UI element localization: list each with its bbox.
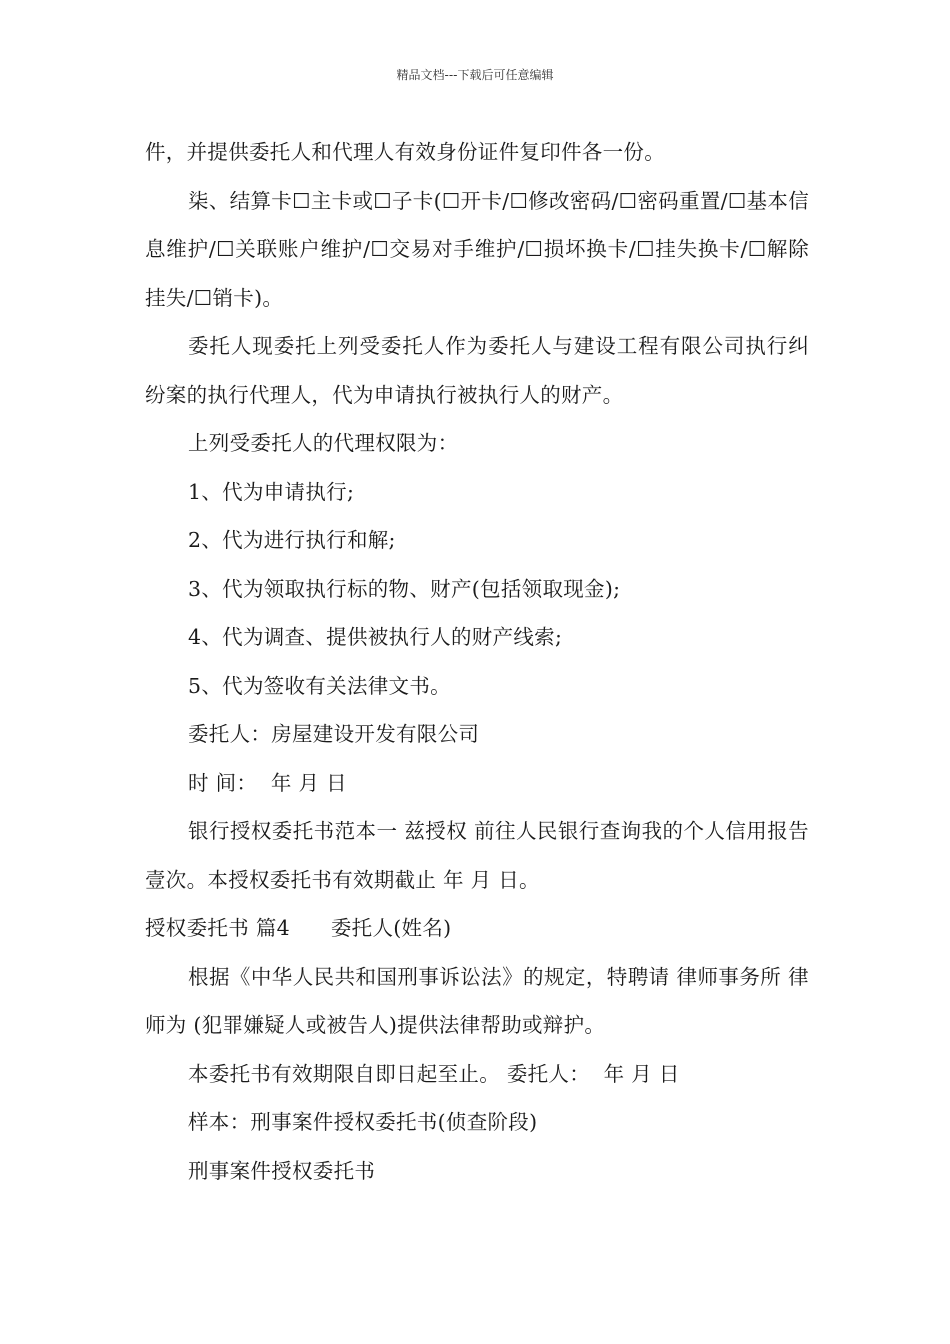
paragraph-13: 授权委托书 篇4 委托人(姓名)	[145, 916, 452, 940]
paragraph-7: 3、代为领取执行标的物、财产(包括领取现金);	[188, 576, 621, 601]
paragraph-12: 银行授权委托书范本一 兹授权 前往人民银行查询我的个人信用报告壹次。本授权委托书有效期截止 年 月 日。	[145, 819, 809, 892]
paragraph-4: 上列受委托人的代理权限为：	[188, 431, 459, 455]
page-header: 精品文档---下载后可任意编辑	[396, 68, 554, 82]
paragraph-5: 1、代为申请执行;	[188, 479, 355, 504]
paragraph-6: 2、代为进行执行和解;	[188, 528, 396, 552]
paragraph-17: 刑事案件授权委托书	[188, 1158, 376, 1183]
paragraph-8: 4、代为调查、提供被执行人的财产线索;	[188, 625, 563, 649]
paragraph-2: 柒、结算卡☐主卡或☐子卡(☐开卡/☐修改密码/☐密码重置/☐基本信息维护/☐关联账户维护/☐交易对手维护/☐损坏换卡/☐挂失换卡/☐解除挂失/☐销卡)。	[145, 188, 809, 310]
paragraph-11: 时 间： 年 月 日	[188, 770, 347, 795]
paragraph-10: 委托人：房屋建设开发有限公司	[188, 722, 480, 746]
paragraph-1: 件，并提供委托人和代理人有效身份证件复印件各一份。	[145, 140, 665, 164]
paragraph-9: 5、代为签收有关法律文书。	[188, 673, 451, 698]
paragraph-15: 本委托书有效期限自即日起至止。 委托人： 年 月 日	[188, 1061, 680, 1086]
paragraph-3: 委托人现委托上列受委托人作为委托人与建设工程有限公司执行纠纷案的执行代理人，代为申请执行被执行人的财产。	[145, 334, 809, 407]
document-body	[145, 128, 809, 1195]
paragraph-16: 样本：刑事案件授权委托书(侦查阶段)	[188, 1110, 538, 1134]
paragraph-14: 根据《中华人民共和国刑事诉讼法》的规定，特聘请 律师事务所 律师为 (犯罪嫌疑人或被告人)提供法律帮助或辩护。	[145, 964, 809, 1037]
